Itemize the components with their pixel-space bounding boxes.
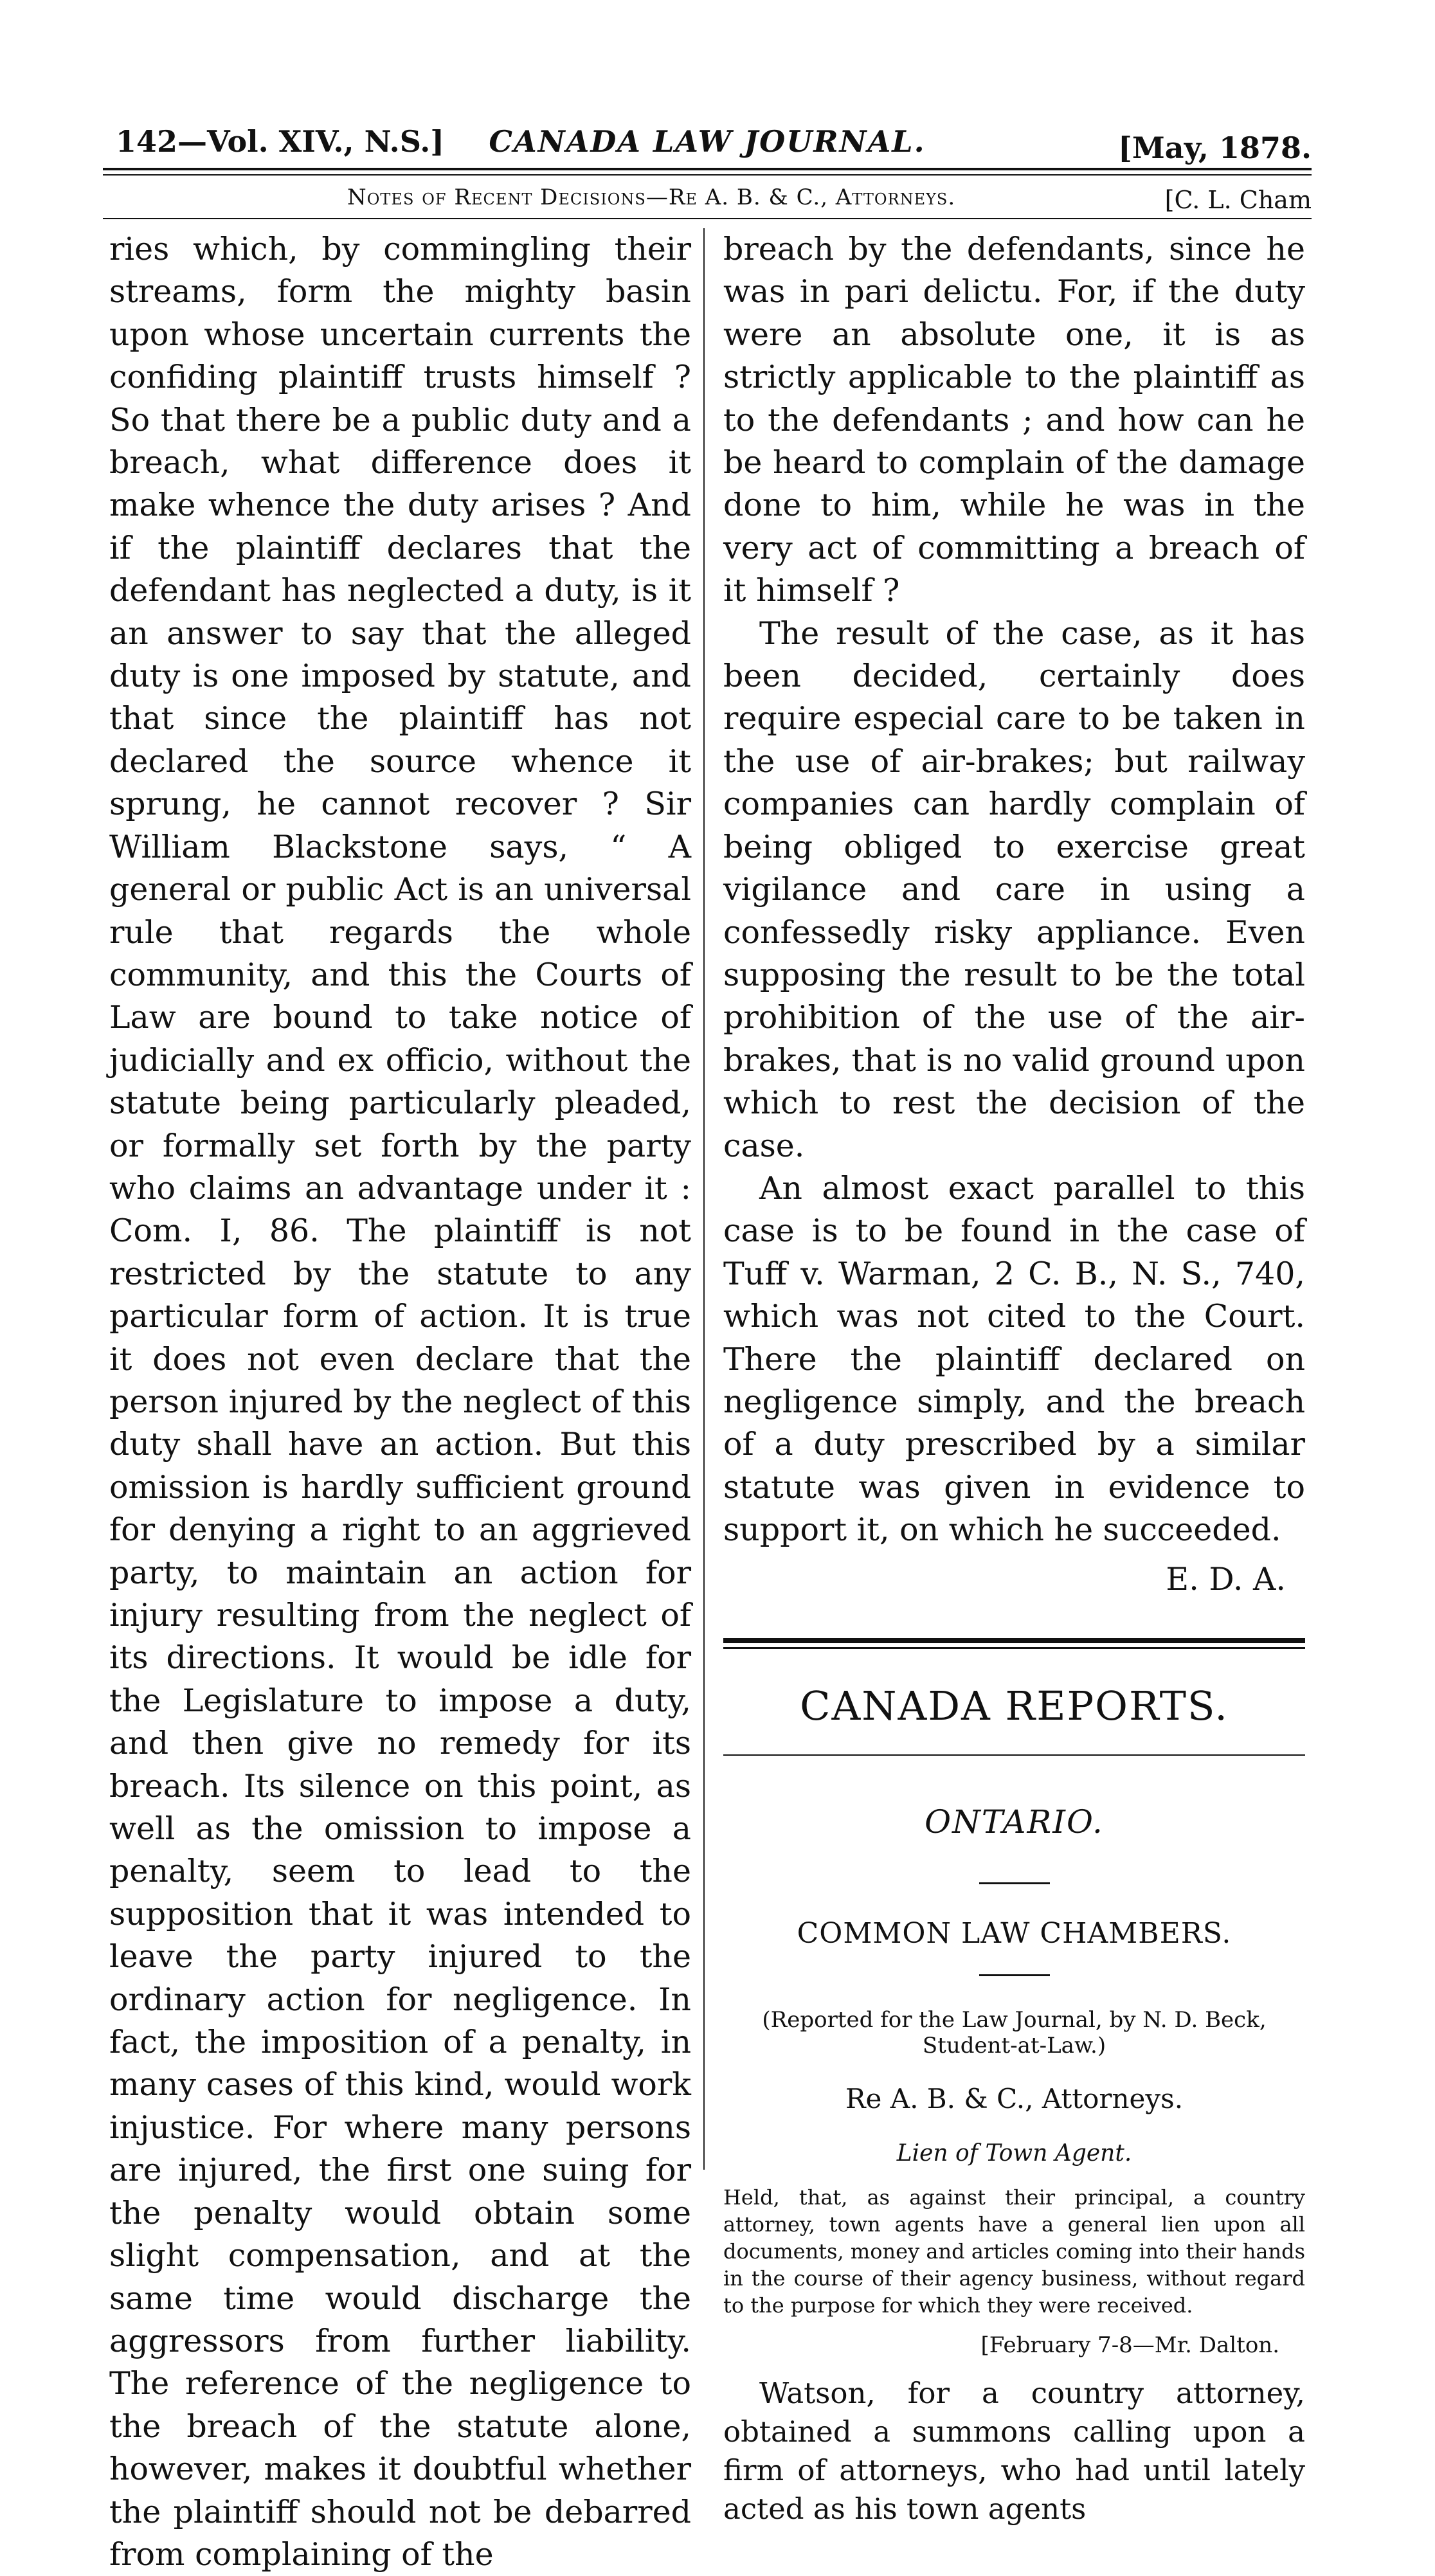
court-heading: COMMON LAW CHAMBERS.: [797, 1916, 1232, 1950]
left-paragraph: ries which, by commingling their streams, form the mighty basin upon whose uncertain currents the confiding plaintiff trusts himself ? So that there be a public duty and a breach, what difference does it make whence the duty arises ? And if the plaintiff declares that the defendant has neglected a duty, is it an answer to say that the alleged duty is one imposed by statute, and that since the plaintiff has not declared the source whence it sprung, he cannot recover ? Sir William Blackstone says, “ A general or public Act is an universal rule that regards the whole community, and this the Courts of Law are bound to take notice of judicially and ex officio, without the statute being particularly pleaded, or formally set forth by the party who claims an advantage under it : Com. I, 86. The plaintiff is not restricted by the statute to any particular form of action. It is true it does not even declare that the person injured by the neglect of this duty shall have an action. But this omission is hardly sufficient ground for denying a right to an aggrieved party, to maintain an action for injury resulting from the neglect of its directions. It would be idle for the Legislature to impose a duty, and then give no remedy for its breach. Its silence on this point, as well as the omission to impose a penalty, seem to lead to the supposition that it was intended to leave the party injured to the ordinary action for negligence. In fact, the imposition of a penalty, in many cases of this kind, would work injustice. For where many persons are injured, the first one suing for the penalty would obtain some slight compensation, and at the same time would discharge the aggressors from further liability. The reference of the negligence to the breach of the statute alone, however, makes it doubtful whether the plaintiff should not be debarred from complaining of the: [109, 231, 691, 2573]
right-paragraph-2: The result of the case, as it has been decided, certainly does require especial care to be taken in the use of air-brakes; but railway companies can hardly complain of being obliged to exercise great vigilance and care in using a confessedly risky appliance. Even supposing the result to be the total prohibition of the use of the air-brakes, that is no valid ground upon which to rest the decision of the case.: [723, 615, 1305, 1164]
reported-by: (Reported for the Law Journal, by N. D. Beck, Student-at-Law.): [762, 2007, 1267, 2059]
short-rule-2: [979, 1974, 1050, 1976]
page-volume: 142—Vol. XIV., N.S.]: [116, 124, 445, 159]
issue-date: [May, 1878.: [1118, 131, 1312, 165]
province-heading: ONTARIO.: [925, 1803, 1104, 1841]
section-tag: [C. L. Cham: [1164, 186, 1312, 214]
right-column: [723, 228, 1305, 2528]
section-title-rule: [723, 1754, 1305, 1756]
case-title: Re A. B. & C., Attorneys.: [845, 2083, 1184, 2115]
journal-title: CANADA LAW JOURNAL.: [489, 124, 926, 159]
subheader-rule: [103, 218, 1312, 219]
headnote-held: Held, that, as against their principal, a country attorney, town agents have a general lien upon all documents, money and articles coming into their hands in the course of their agency business, without regard to the purpose for which they were received.: [723, 2185, 1305, 2318]
case-opening-paragraph: Watson, for a country attorney, obtained a summons calling upon a firm of attorneys, who had until lately acted as his town agents: [723, 2376, 1305, 2526]
author-signature: E. D. A.: [1166, 1560, 1286, 1598]
right-paragraph-3: An almost exact parallel to this case is to be found in the case of Tuff v. Warman, 2 C. B., N. S., 740, which was not cited to the Court. There the plaintiff declared on negligence simply, and the breach of a duty prescribed by a similar statute was given in evidence to support it, on which he succeeded.: [723, 1169, 1305, 1549]
right-paragraph-1: breach by the defendants, since he was in pari delictu. For, if the duty were an absolute one, it is as strictly applicable to the plaintiff as to the defendants ; and how can he be heard to complain of the damage done to him, while he was in the very act of committing a breach of it himself ?: [723, 231, 1305, 609]
section-heavy-rule: [723, 1638, 1305, 1649]
running-header: [103, 113, 1312, 164]
journal-page: [103, 113, 1312, 2573]
section-subheader: [103, 176, 1312, 217]
case-subject: Lien of Town Agent.: [896, 2139, 1132, 2166]
headnote-date: [February 7-8—Mr. Dalton.: [980, 2332, 1279, 2359]
left-column: [109, 228, 691, 2576]
column-divider: [703, 228, 705, 2170]
section-title: CANADA REPORTS.: [800, 1682, 1229, 1729]
short-rule-1: [979, 1882, 1050, 1884]
two-column-body: [103, 228, 1312, 2573]
header-rule: [103, 168, 1312, 176]
section-name: Notes of Recent Decisions—Re A. B. & C., Attorneys.: [347, 185, 956, 210]
